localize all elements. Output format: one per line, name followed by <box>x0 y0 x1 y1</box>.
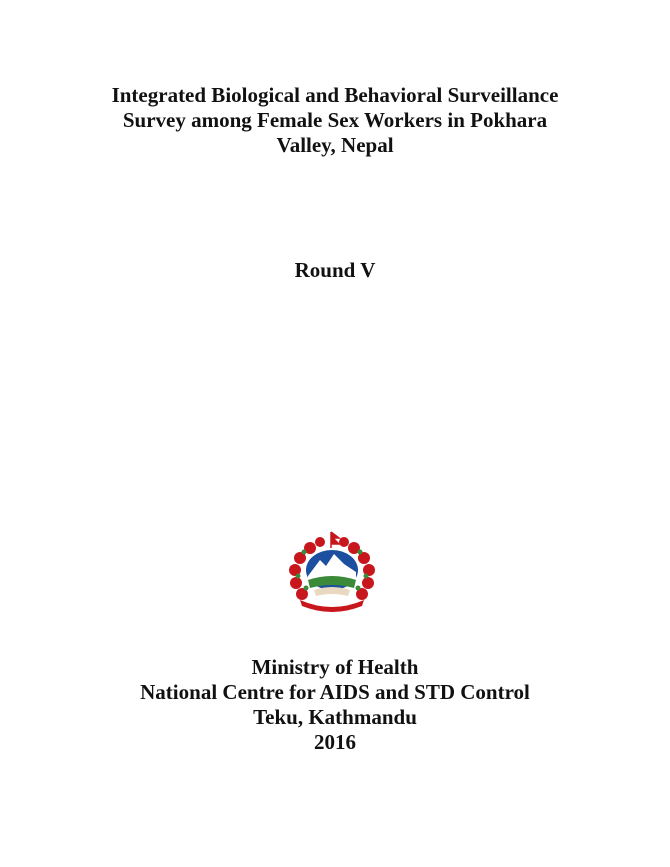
title-line: Valley, Nepal <box>276 133 394 157</box>
nepal-emblem-icon <box>286 528 378 614</box>
centre-name: National Centre for AIDS and STD Control <box>140 680 530 704</box>
title-line: Survey among Female Sex Workers in Pokhara <box>122 108 548 132</box>
report-title <box>0 83 670 158</box>
ministry-name: Ministry of Health <box>251 655 419 679</box>
location: Teku, Kathmandu <box>253 705 417 729</box>
title-line: Integrated Biological and Behavioral Surveillance <box>111 83 559 107</box>
publisher-block <box>0 655 670 755</box>
round-label: Round V <box>294 258 376 282</box>
publication-year: 2016 <box>314 730 356 754</box>
